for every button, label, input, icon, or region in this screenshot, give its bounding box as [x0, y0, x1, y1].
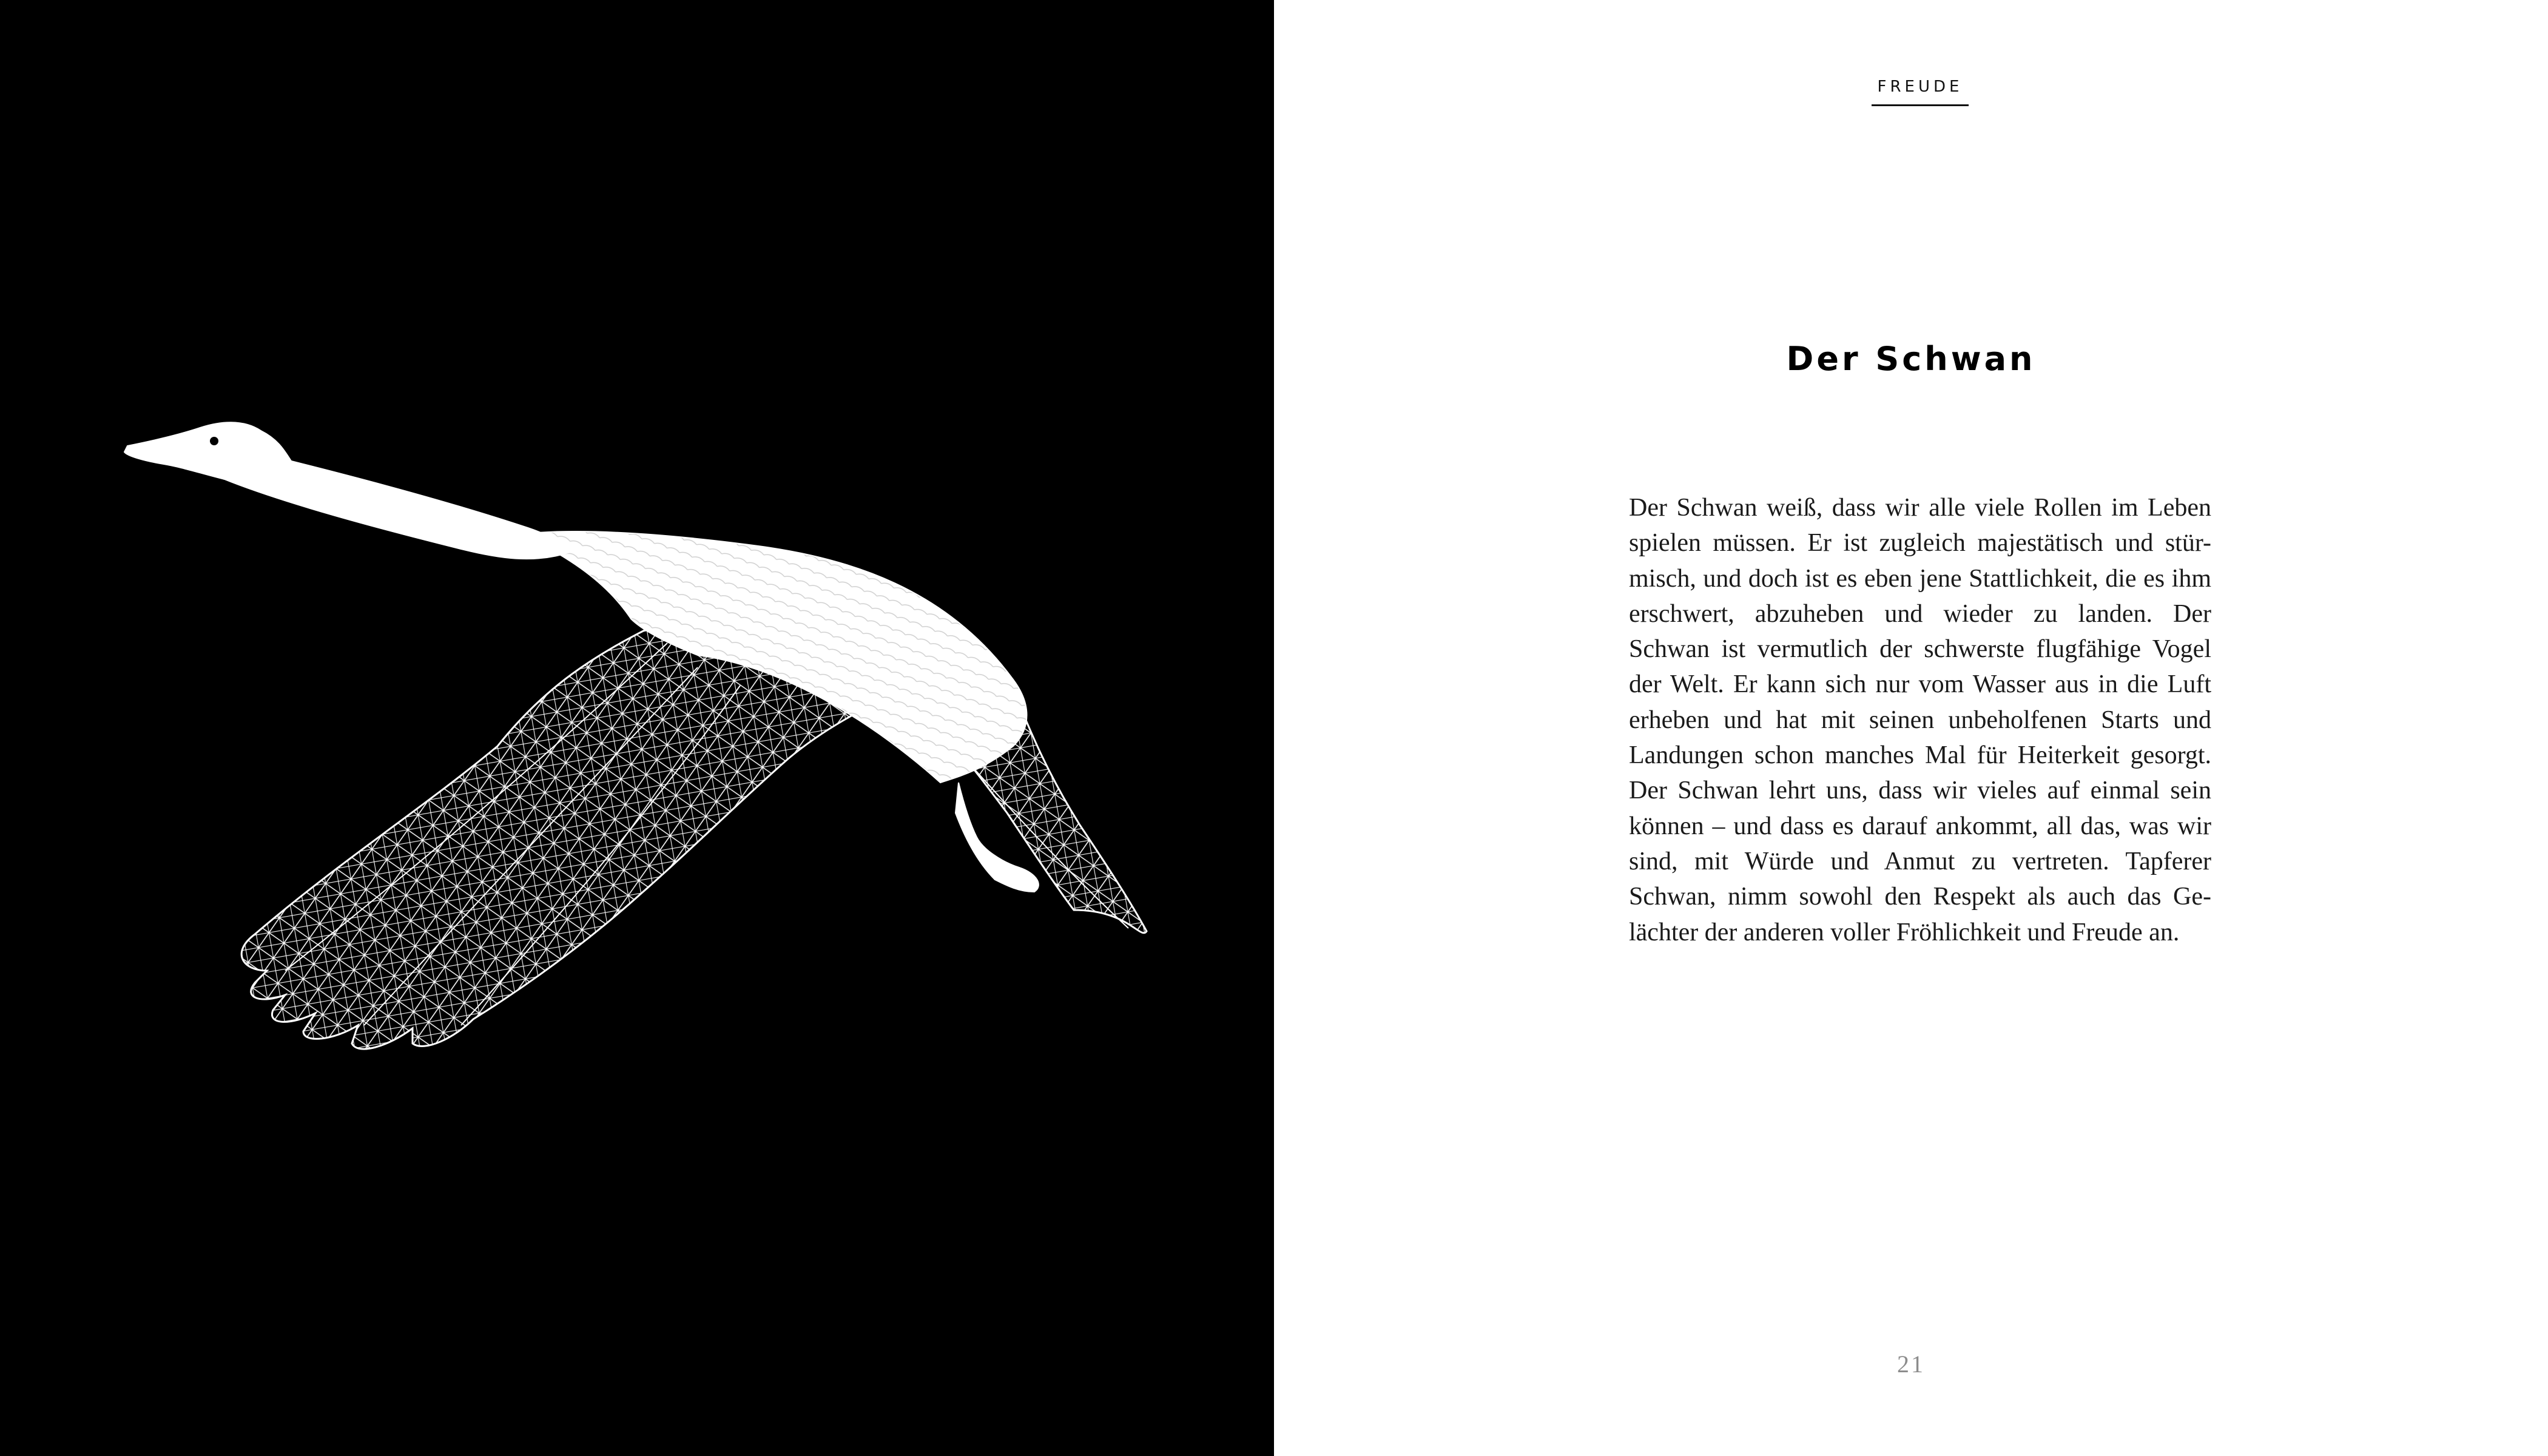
body-line: sind, mit Würde und Anmut zu vertreten. Tapferer [1629, 847, 2211, 875]
body-line: Schwan ist vermutlich der schwerste flugfähige Vogel [1629, 635, 2211, 664]
body-line: der Welt. Er kann sich nur vom Wasser aus in die Luft [1629, 670, 2211, 699]
body-paragraph [1629, 490, 2211, 950]
body-line: misch, und doch ist es eben jene Stattlichkeit, die es ihm [1629, 564, 2211, 593]
section-label: FREUDE [1872, 78, 1969, 106]
swan-neck-head [124, 422, 570, 559]
body-line: lächter der anderen voller Fröhlichkeit und Freude an. [1629, 918, 2180, 946]
body-line: erheben und hat mit seinen unbeholfenen Starts und [1629, 706, 2211, 734]
body-line: Schwan, nimm sowohl den Respekt als auch das Ge- [1629, 883, 2211, 911]
body-line: Landungen schon manches Mal für Heiterkeit gesorgt. [1629, 741, 2211, 770]
body-line: können – und dass es darauf ankommt, all das, was wir [1629, 812, 2211, 840]
body-line: erschwert, abzuheben und wieder zu landen. Der [1629, 599, 2211, 628]
body-line: spielen müssen. Er ist zugleich majestätisch und stür- [1629, 529, 2211, 558]
body-line: Der Schwan lehrt uns, dass wir vieles auf einmal sein [1629, 777, 2211, 805]
page-number: 21 [1897, 1350, 1925, 1378]
body-line: Der Schwan weiß, dass wir alle viele Rollen im Leben [1629, 494, 2211, 522]
page-title: Der Schwan [1786, 340, 2036, 378]
text-page [1274, 0, 2548, 1456]
